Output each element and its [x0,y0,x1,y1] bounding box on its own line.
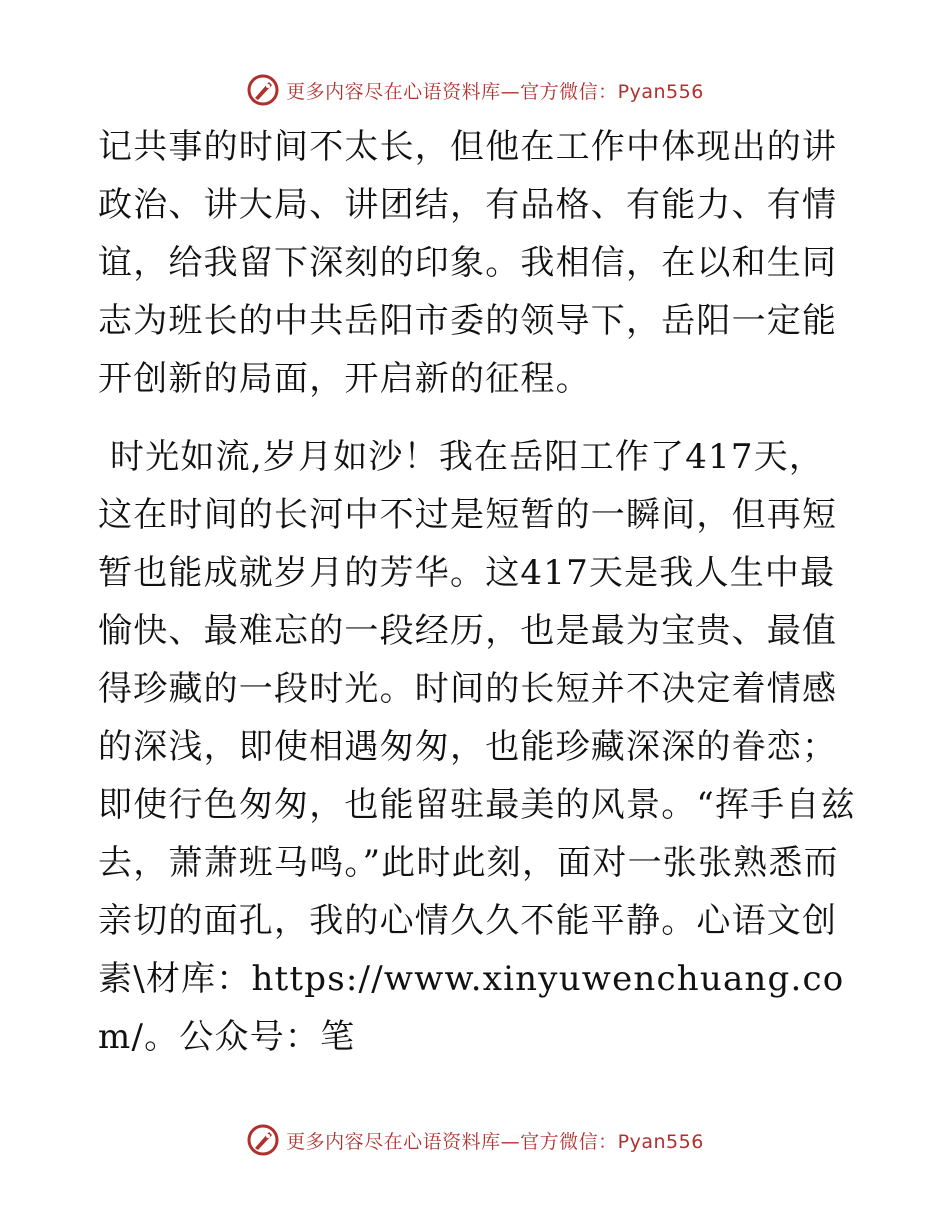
footer-banner-text: 更多内容尽在心语资料库—官方微信：Pyan556 [286,1130,704,1153]
paragraph-2: 时光如流,岁月如沙！我在岳阳工作了417天，这在时间的长河中不过是短暂的一瞬间，但再短暂也能成就岁月的芳华。这417天是我人生中最愉快、最难忘的一段经历，也是最为宝贵、最值得珍藏的一段时光。时间的长短并不决定着情感的深浅，即使相遇匆匆，也能珍藏深深的眷恋；即使行色匆匆，也能留驻最美的风景。“挥手自兹去，萧萧班马鸣。”此时此刻，面对一张张熟悉而亲切的面孔，我的心情久久不能平静。心语文创素\材库：https://www.xinyuwenchuang.com/。公众号：笔 [98,437,856,1057]
header-banner-text: 更多内容尽在心语资料库—官方微信：Pyan556 [286,80,704,103]
pen-nib-logo-icon [246,1123,280,1157]
paragraph-1: 记共事的时间不太长，但他在工作中体现出的讲政治、讲大局、讲团结，有品格、有能力、有情谊，给我留下深刻的印象。我相信，在以和生同志为班长的中共岳阳市委的领导下，岳阳一定能开创新的局面，开启新的征程。 [98,127,838,399]
document-body [98,118,858,1066]
header-banner [0,70,950,110]
pen-nib-logo-icon [246,73,280,107]
footer-banner [0,1120,950,1160]
